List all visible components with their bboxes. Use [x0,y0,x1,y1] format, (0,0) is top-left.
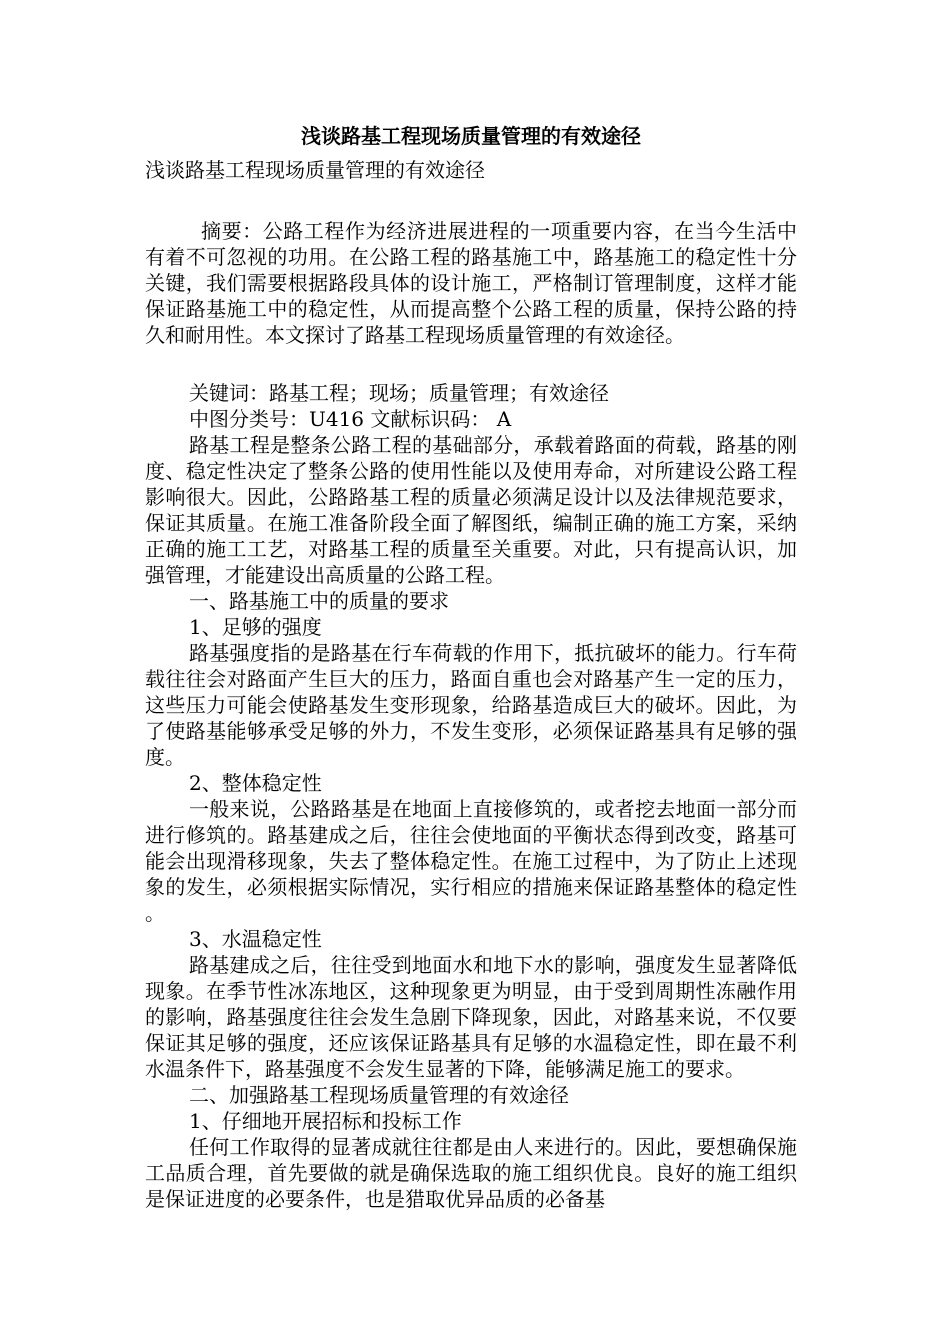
water-temperature-paragraph: 路基建成之后，往往受到地面水和地下水的影响，强度发生显著降低现象。在季节性冰冻地区，这种现象更为明显，由于受到周期性冻融作用的影响，路基强度往往会发生急剧下降现象，因此，对路基来说，不仅要保证其足够的强度，还应该保证路基具有足够的水温稳定性，即在最不利水温条件下，路基强度不会发生显著的下降，能够满足施工的要求。 [145,953,797,1081]
intro-paragraph: 路基工程是整条公路工程的基础部分，承载着路面的荷载，路基的刚度、稳定性决定了整条公路的使用性能以及使用寿命，对所建设公路工程影响很大。因此，公路路基工程的质量必须满足设计以及法律规范要求，保证其质量。在施工准备阶段全面了解图纸，编制正确的施工方案，采纳正确的施工工艺，对路基工程的质量至关重要。对此，只有提高认识，加强管理，才能建设出高质量的公路工程。 [145,433,797,587]
document-title: 浅谈路基工程现场质量管理的有效途径 [301,124,641,148]
section-heading-2: 二、加强路基工程现场质量管理的有效途径 [189,1083,569,1107]
classification-line: 中图分类号：U416 文献标识码： A [189,407,512,431]
keywords-line: 关键词：路基工程；现场；质量管理；有效途径 [189,381,609,405]
blank-line [145,348,797,380]
subsection-heading-stability: 2、整体稳定性 [189,771,322,795]
section-heading-1: 一、路基施工中的质量的要求 [189,589,449,613]
document-body [145,118,797,1212]
strength-paragraph: 路基强度指的是路基在行车荷载的作用下，抵抗破坏的能力。行车荷载往往会对路面产生巨大的压力，路面自重也会对路基产生一定的压力，这些压力可能会使路基发生变形现象，给路基造成巨大的破坏。因此，为了使路基能够承受足够的外力，不发生变形，必须保证路基具有足够的强度。 [145,641,797,769]
subsection-heading-strength: 1、足够的强度 [189,615,322,639]
blank-line [145,186,797,218]
subsection-heading-bidding: 1、仔细地开展招标和投标工作 [189,1109,462,1133]
abstract-paragraph: 摘要：公路工程作为经济进展进程的一项重要内容，在当今生活中有着不可忽视的功用。在公路工程的路基施工中，路基施工的稳定性十分关键，我们需要根据路段具体的设计施工，严格制订管理制度，这样才能保证路基施工中的稳定性，从而提高整个公路工程的质量，保持公路的持久和耐用性。本文探讨了路基工程现场质量管理的有效途径。 [145,219,797,347]
bidding-paragraph: 任何工作取得的显著成就往往都是由人来进行的。因此，要想确保施工品质合理，首先要做的就是确保选取的施工组织优良。良好的施工组织是保证进度的必要条件，也是猎取优异品质的必备基 [145,1135,797,1211]
document-subtitle: 浅谈路基工程现场质量管理的有效途径 [145,158,485,182]
subsection-heading-water-temperature: 3、水温稳定性 [189,927,322,951]
stability-paragraph: 一般来说，公路路基是在地面上直接修筑的，或者挖去地面一部分而进行修筑的。路基建成之后，往往会使地面的平衡状态得到改变，路基可能会出现滑移现象，失去了整体稳定性。在施工过程中，为了防止上述现象的发生，必须根据实际情况，实行相应的措施来保证路基整体的稳定性。 [145,797,797,925]
